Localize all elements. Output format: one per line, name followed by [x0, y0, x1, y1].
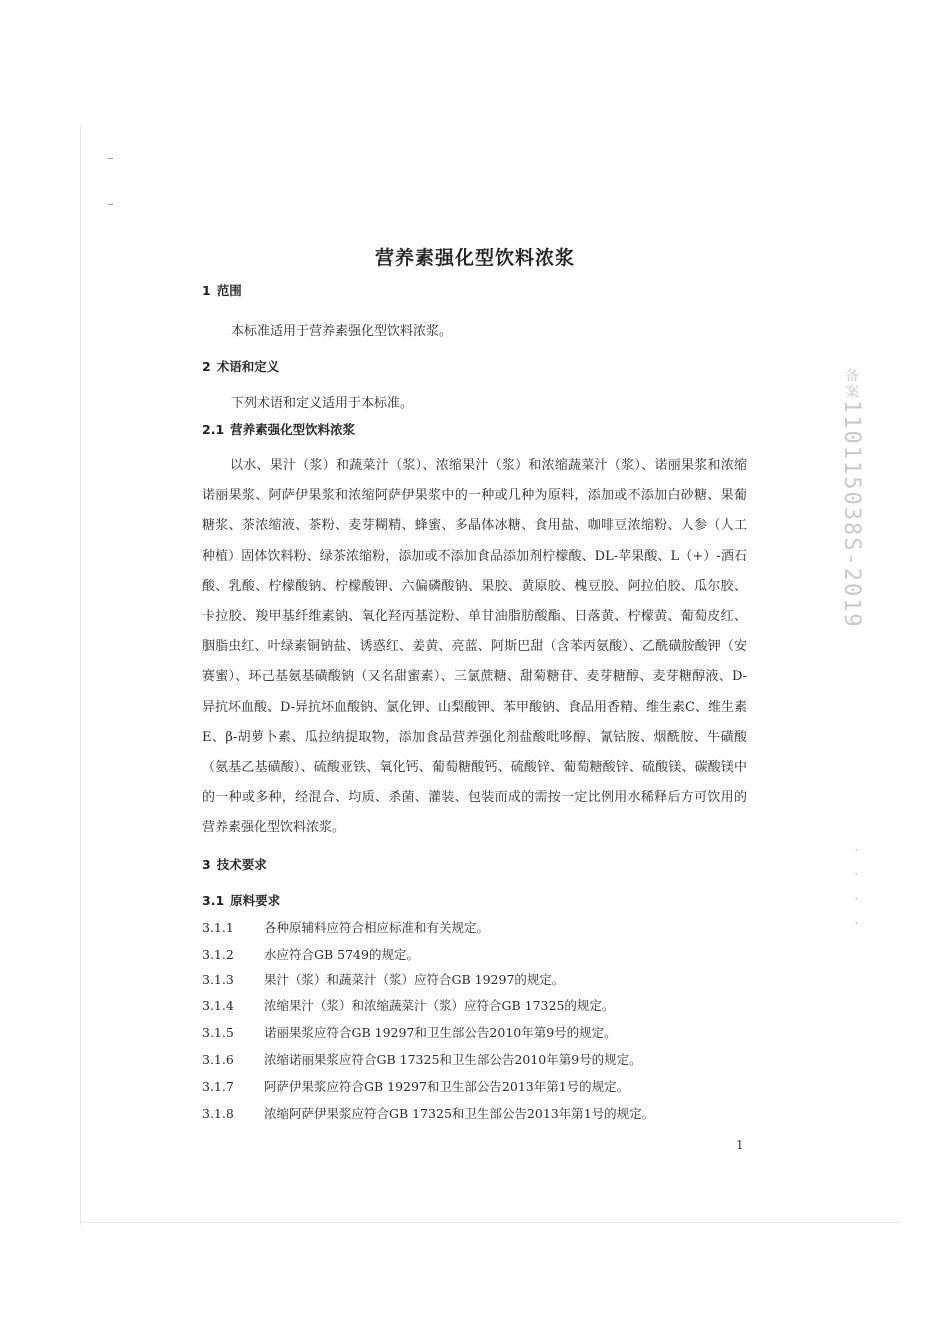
stamp-prefix: 备案 — [843, 368, 859, 400]
section-number: 3.1 — [202, 893, 225, 908]
definition-paragraph: 以水、果汁（浆）和蔬菜汁（浆）、浓缩果汁（浆）和浓缩蔬菜汁（浆）、诺丽果浆和浓缩诺丽果浆、阿萨伊果浆和浓缩阿萨伊果浆中的一种或几种为原料，添加或不添加白砂糖、果葡糖浆、茶浓缩液、茶粉、麦芽糊精、蜂蜜、多晶体冰糖、食用盐、咖啡豆浓缩粉、人参（人工种植）固体饮料粉、绿茶浓缩粉，添加或不添加食品添加剂柠檬酸、DL-苹果酸、L（+）-酒石酸、乳酸、柠檬酸钠、柠檬酸钾、六偏磷酸钠、果胶、黄原胶、槐豆胶、阿拉伯胶、瓜尔胶、卡拉胶、羧甲基纤维素钠、氧化羟丙基淀粉、单甘油脂肪酸酯、日落黄、柠檬黄、葡萄皮红、胭脂虫红、叶绿素铜钠盐、诱惑红、姜黄、亮蓝、阿斯巴甜（含苯丙氨酸）、乙酰磺胺酸钾（安赛蜜）、环己基氨基磺酸钠（又名甜蜜素）、三氯蔗糖、甜菊糖苷、麦芽糖醇、麦芽糖醇液、D-异抗坏血酸、D-异抗坏血酸钠、氯化钾、山梨酸钾、苯甲酸钠、食品用香精、维生素C、维生素E、β-胡萝卜素、瓜拉纳提取物，添加食品营养强化剂盐酸吡哆醇、氰钴胺、烟酰胺、牛磺酸（氨基乙基磺酸）、硫酸亚铁、氧化钙、葡萄糖酸钙、硫酸锌、葡萄糖酸锌、硫酸镁、碳酸镁中的一种或多种，经混合、均质、杀菌、灌装、包装而成的需按一定比例用水稀释后方可饮用的营养素强化型饮料浓浆。 — [202, 458, 748, 836]
section-number: 2.1 — [202, 422, 225, 437]
section-2-1-heading — [202, 420, 355, 438]
document-title: 营养素强化型饮料浓浆 — [374, 247, 575, 269]
clause-number: 3.1.3 — [202, 972, 234, 987]
clause-text: 水应符合GB 5749的规定。 — [264, 947, 419, 962]
clause-item — [202, 1050, 642, 1068]
clause-item — [202, 970, 564, 988]
clause-number: 3.1.8 — [202, 1106, 234, 1121]
clause-item — [202, 996, 614, 1014]
clause-text: 阿萨伊果浆应符合GB 19297和卫生部公告2013年第1号的规定。 — [264, 1079, 630, 1094]
page-edge-left — [80, 125, 81, 1225]
clause-text: 诺丽果浆应符合GB 19297和卫生部公告2010年第9号的规定。 — [264, 1025, 617, 1040]
clause-number: 3.1.5 — [202, 1025, 234, 1040]
section-number: 1 — [202, 283, 211, 298]
clause-text: 浓缩诺丽果浆应符合GB 17325和卫生部公告2010年第9号的规定。 — [264, 1052, 642, 1067]
section-title: 术语和定义 — [216, 359, 280, 374]
section-title: 原料要求 — [230, 893, 281, 908]
clause-number: 3.1.4 — [202, 998, 234, 1013]
clause-item — [202, 918, 489, 936]
clause-item — [202, 1077, 629, 1095]
section-title: 营养素强化型饮料浓浆 — [230, 422, 356, 437]
section-number: 2 — [202, 359, 211, 374]
scan-mark — [108, 158, 113, 159]
clause-number: 3.1.1 — [202, 920, 234, 935]
section-3-1-heading — [202, 891, 280, 909]
section-1-heading — [202, 281, 242, 299]
scope-paragraph: 本标准适用于营养素强化型饮料浓浆。 — [231, 324, 453, 339]
clause-item — [202, 945, 419, 963]
clause-number: 3.1.2 — [202, 947, 234, 962]
clause-number: 3.1.6 — [202, 1052, 234, 1067]
clause-text: 果汁（浆）和蔬菜汁（浆）应符合GB 19297的规定。 — [264, 972, 565, 987]
clause-text: 浓缩果汁（浆）和浓缩蔬菜汁（浆）应符合GB 17325的规定。 — [264, 998, 615, 1013]
clause-item — [202, 1023, 617, 1041]
section-2-heading — [202, 357, 279, 375]
section-number: 3 — [202, 857, 211, 872]
scan-mark — [108, 204, 113, 205]
filing-stamp — [820, 368, 864, 629]
page-edge-bottom — [80, 1222, 900, 1223]
section-title: 范围 — [216, 283, 242, 298]
clause-number: 3.1.7 — [202, 1079, 234, 1094]
page-number: 1 — [736, 1138, 744, 1152]
side-scan-marks: · · · · — [848, 848, 863, 933]
stamp-code: 110115038S-2019 — [839, 400, 864, 629]
clause-text: 各种原辅料应符合相应标准和有关规定。 — [264, 920, 490, 935]
clause-text: 浓缩阿萨伊果浆应符合GB 17325和卫生部公告2013年第1号的规定。 — [264, 1106, 655, 1121]
section-3-heading — [202, 855, 267, 873]
section-title: 技术要求 — [216, 857, 267, 872]
clause-item — [202, 1104, 654, 1122]
terms-intro-paragraph: 下列术语和定义适用于本标准。 — [231, 396, 414, 411]
